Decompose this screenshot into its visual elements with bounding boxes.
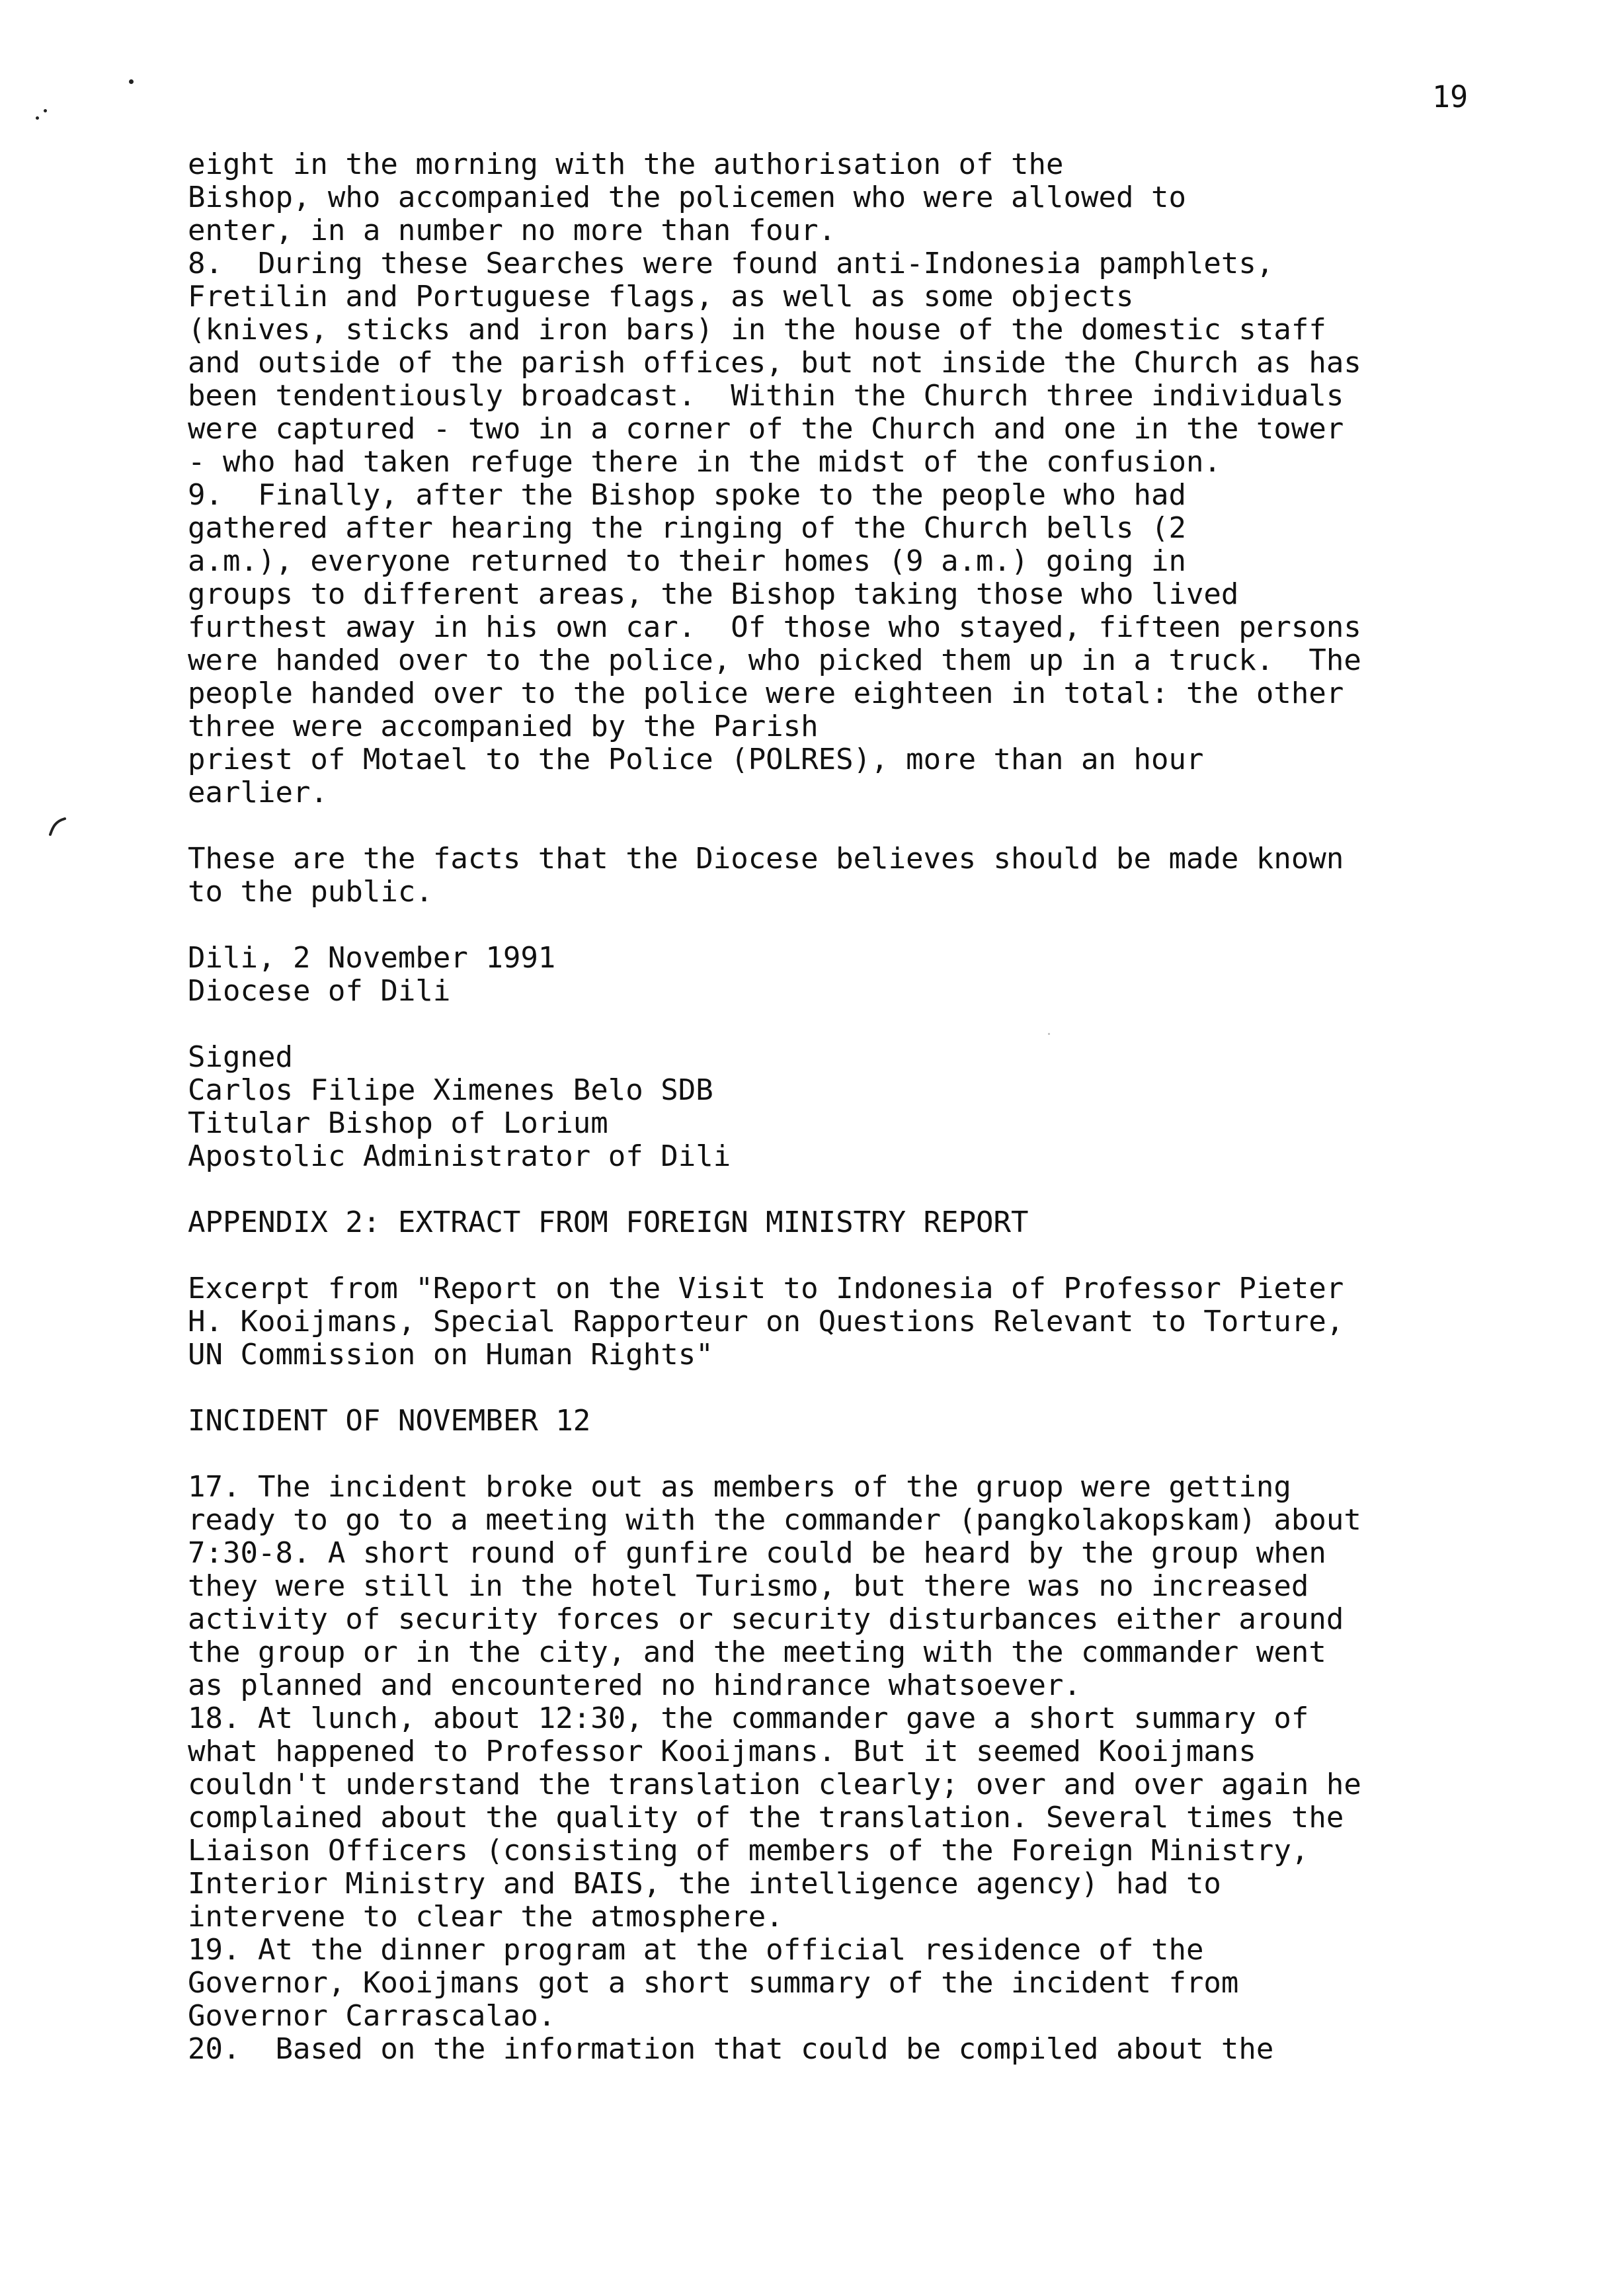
text-line: been tendentiously broadcast. Within the Church three individuals: [188, 379, 1344, 413]
text-line: INCIDENT OF NOVEMBER 12: [188, 1404, 591, 1438]
scan-speck: [44, 109, 47, 112]
text-line: furthest away in his own car. Of those who stayed, fifteen persons: [188, 610, 1361, 644]
text-line: they were still in the hotel Turismo, but there was no increased: [188, 1569, 1309, 1603]
text-line: Governor Carrascalao.: [188, 1999, 556, 2033]
text-line: complained about the quality of the translation. Several times the: [188, 1801, 1344, 1834]
blank-line: [188, 1173, 1576, 1206]
text-line: a.m.), everyone returned to their homes (9 a.m.) going in: [188, 544, 1186, 578]
text-line: ready to go to a meeting with the commander (pangkolakopskam) about: [188, 1503, 1361, 1537]
document-body: [188, 148, 1576, 2066]
text-line: 7:30-8. A short round of gunfire could be heard by the group when: [188, 1536, 1326, 1570]
text-line: UN Commission on Human Rights": [188, 1338, 713, 1372]
text-line: 19. At the dinner program at the official residence of the: [188, 1933, 1204, 1967]
text-line: were handed over to the police, who picked them up in a truck. The: [188, 643, 1361, 677]
text-line: Governor, Kooijmans got a short summary of the incident from: [188, 1966, 1239, 2000]
text-line: Diocese of Dili: [188, 974, 451, 1008]
text-line: Dili, 2 November 1991: [188, 941, 556, 975]
blank-line: [188, 1239, 1576, 1272]
text-line: 18. At lunch, about 12:30, the commander gave a short summary of: [188, 1702, 1309, 1735]
text-line: the group or in the city, and the meeting with the commander went: [188, 1635, 1326, 1669]
text-line: APPENDIX 2: EXTRACT FROM FOREIGN MINISTRY REPORT: [188, 1206, 1029, 1239]
text-line: were captured - two in a corner of the Church and one in the tower: [188, 412, 1344, 446]
text-line: three were accompanied by the Parish: [188, 710, 819, 743]
text-line: Bishop, who accompanied the policemen who were allowed to: [188, 181, 1186, 214]
text-line: Interior Ministry and BAIS, the intelligence agency) had to: [188, 1867, 1221, 1901]
text-line: Signed: [188, 1040, 293, 1074]
text-line: couldn't understand the translation clearly; over and over again he: [188, 1768, 1361, 1801]
scan-speck: [36, 116, 39, 120]
text-line: Titular Bishop of Lorium: [188, 1106, 608, 1140]
text-line: intervene to clear the atmosphere.: [188, 1900, 784, 1934]
text-line: activity of security forces or security disturbances either around: [188, 1602, 1344, 1636]
text-line: earlier.: [188, 776, 328, 809]
text-line: enter, in a number no more than four.: [188, 214, 836, 247]
text-line: 8. During these Searches were found anti-Indonesia pamphlets,: [188, 247, 1274, 280]
text-line: eight in the morning with the authorisation of the: [188, 147, 1064, 181]
text-line: gathered after hearing the ringing of the Church bells (2: [188, 511, 1186, 545]
text-line: and outside of the parish offices, but not inside the Church as has: [188, 346, 1361, 380]
blank-line: [188, 1008, 1576, 1041]
scan-speck: [129, 79, 134, 84]
text-line: priest of Motael to the Police (POLRES), more than an hour: [188, 743, 1204, 776]
text-line: groups to different areas, the Bishop taking those who lived: [188, 577, 1239, 611]
text-line: as planned and encountered no hindrance whatsoever.: [188, 1668, 1082, 1702]
text-line: (knives, sticks and iron bars) in the house of the domestic staff: [188, 313, 1326, 347]
text-line: to the public.: [188, 875, 433, 909]
blank-line: [188, 909, 1576, 942]
text-line: Fretilin and Portuguese flags, as well as some objects: [188, 280, 1134, 313]
text-line: H. Kooijmans, Special Rapporteur on Questions Relevant to Torture,: [188, 1305, 1344, 1338]
blank-line: [188, 1372, 1576, 1405]
blank-line: [188, 809, 1576, 842]
text-line: These are the facts that the Diocese believes should be made known: [188, 842, 1344, 876]
text-line: Liaison Officers (consisting of members of the Foreign Ministry,: [188, 1834, 1309, 1867]
blank-line: [188, 1438, 1576, 1471]
text-line: 20. Based on the information that could be compiled about the: [188, 2032, 1274, 2066]
text-line: - who had taken refuge there in the midst of the confusion.: [188, 445, 1221, 479]
text-line: 9. Finally, after the Bishop spoke to the people who had: [188, 478, 1186, 512]
text-line: people handed over to the police were eighteen in total: the other: [188, 676, 1344, 710]
scan-mark-icon: [45, 812, 71, 839]
text-line: Excerpt from "Report on the Visit to Indonesia of Professor Pieter: [188, 1272, 1344, 1305]
text-line: Apostolic Administrator of Dili: [188, 1139, 731, 1173]
text-line: what happened to Professor Kooijmans. But it seemed Kooijmans: [188, 1735, 1256, 1768]
text-line: Carlos Filipe Ximenes Belo SDB: [188, 1073, 713, 1107]
page-number: 19: [1432, 79, 1468, 114]
text-line: 17. The incident broke out as members of the gruop were getting: [188, 1470, 1291, 1504]
